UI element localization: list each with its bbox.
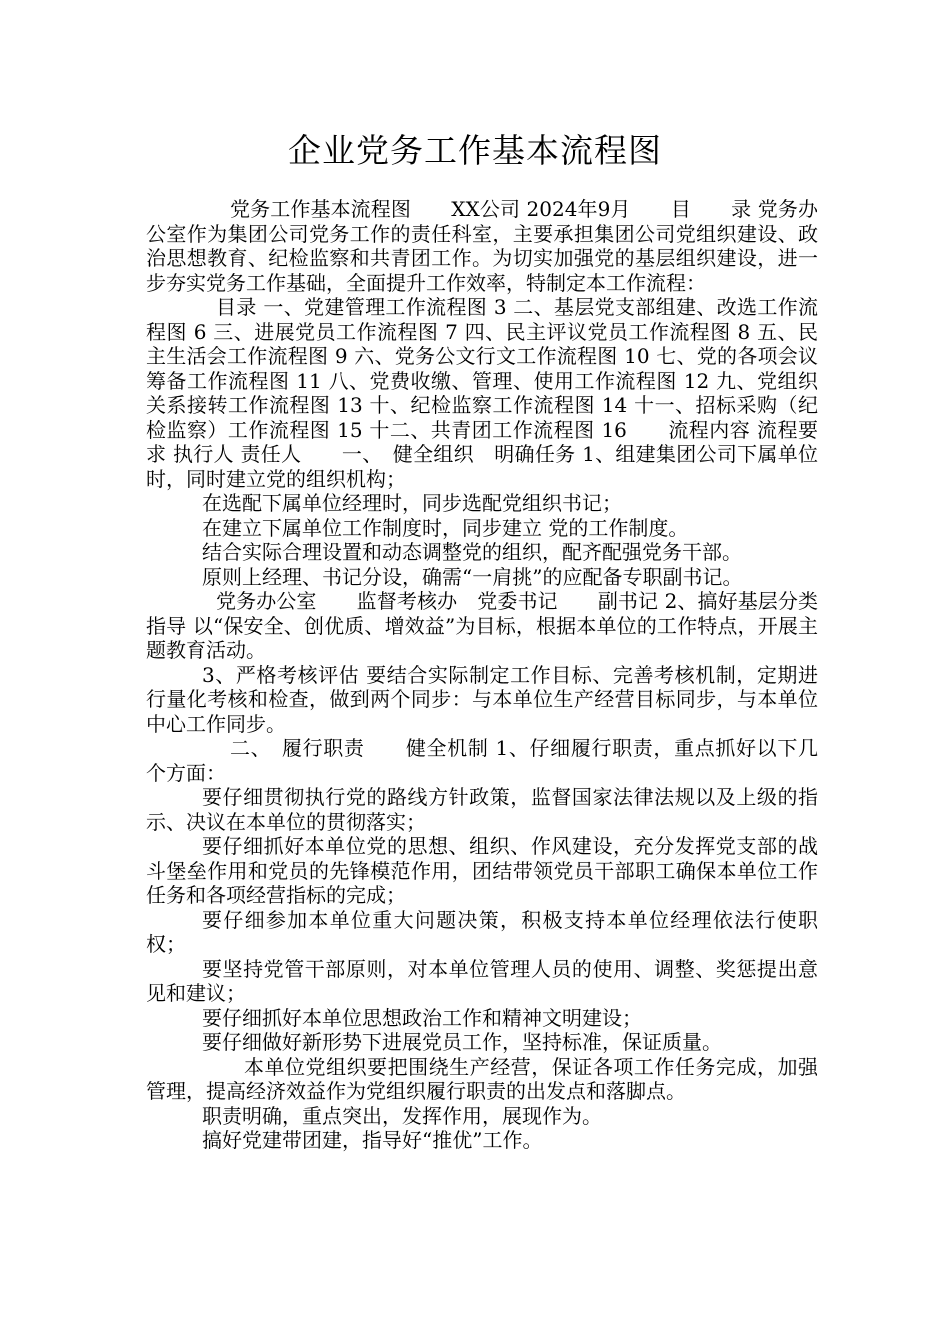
body-paragraph: 要仔细做好新形势下进展党员工作，坚持标准，保证质量。	[202, 1030, 722, 1054]
body-paragraph: 要仔细贯彻执行党的路线方针政策，监督国家法律法规以及上级的指示、决议在本单位的贯彻落实；	[146, 785, 818, 834]
body-paragraph: 要仔细抓好本单位思想政治工作和精神文明建设；	[202, 1005, 642, 1030]
document-title: 企业党务工作基本流程图	[288, 131, 662, 170]
body-paragraph: 结合实际合理设置和动态调整党的组织，配齐配强党务干部。	[202, 540, 742, 564]
body-paragraph: 党务工作基本流程图 XX公司 2024年9月 目 录 党务办公室作为集团公司党务工作的责任科室，主要承担集团公司党组织建设、政治思想教育、纪检监察和共青团工作。为切实加强党的基层组织建设，进一步夯实党务工作基础，全面提升工作效率，特制定本工作流程：	[146, 197, 818, 295]
body-paragraph: 职责明确，重点突出，发挥作用，展现作为。	[202, 1103, 602, 1128]
body-paragraph: 原则上经理、书记分设，确需“一肩挑”的应配备专职副书记。	[202, 564, 743, 589]
document-body	[146, 197, 818, 1153]
body-paragraph: 要坚持党管干部原则，对本单位管理人员的使用、调整、奖惩提出意见和建议；	[146, 956, 818, 1005]
body-paragraph: 在选配下属单位经理时，同步选配党组织书记；	[202, 491, 622, 515]
body-paragraph: 二、 履行职责 健全机制 1、仔细履行职责，重点抓好以下几个方面：	[146, 736, 818, 785]
body-paragraph: 目录 一、党建管理工作流程图 3 二、基层党支部组建、改选工作流程图 6 三、进展党员工作流程图 7 四、民主评议党员工作流程图 8 五、民主生活会工作流程图 9 六、党务公文行文工作流程图 10 七、党的各项会议筹备工作流程图 11 八、党费收缴、管理、使用工作流程图 12 九、党组织关系接转工作流程图 13 十、纪检监察工作流程图 14 十一、招标采购（纪检监察）工作流程图 15 十二、共青团工作流程图 16 流程内容 流程要求 执行人 责任人 一、 健全组织 明确任务 1、组建集团公司下属单位时，同时建立党的组织机构；	[146, 295, 818, 491]
body-paragraph: 本单位党组织要把围绕生产经营，保证各项工作任务完成，加强管理，提高经济效益作为党组织履行职责的出发点和落脚点。	[146, 1054, 818, 1103]
body-paragraph: 搞好党建带团建，指导好“推优”工作。	[202, 1128, 543, 1152]
body-paragraph: 要仔细参加本单位重大问题决策，积极支持本单位经理依法行使职权；	[146, 907, 818, 956]
body-paragraph: 在建立下属单位工作制度时，同步建立 党的工作制度。	[202, 515, 689, 540]
body-paragraph: 要仔细抓好本单位党的思想、组织、作风建设，充分发挥党支部的战斗堡垒作用和党员的先锋模范作用，团结带领党员干部职工确保本单位工作任务和各项经营指标的完成；	[146, 834, 818, 907]
body-paragraph: 党务办公室 监督考核办 党委书记 副书记 2、搞好基层分类指导 以“保安全、创优质、增效益”为目标，根据本单位的工作特点，开展主题教育活动。	[146, 589, 818, 662]
body-paragraph: 3、严格考核评估 要结合实际制定工作目标、完善考核机制，定期进行量化考核和检查，做到两个同步：与本单位生产经营目标同步，与本单位中心工作同步。	[146, 662, 818, 736]
